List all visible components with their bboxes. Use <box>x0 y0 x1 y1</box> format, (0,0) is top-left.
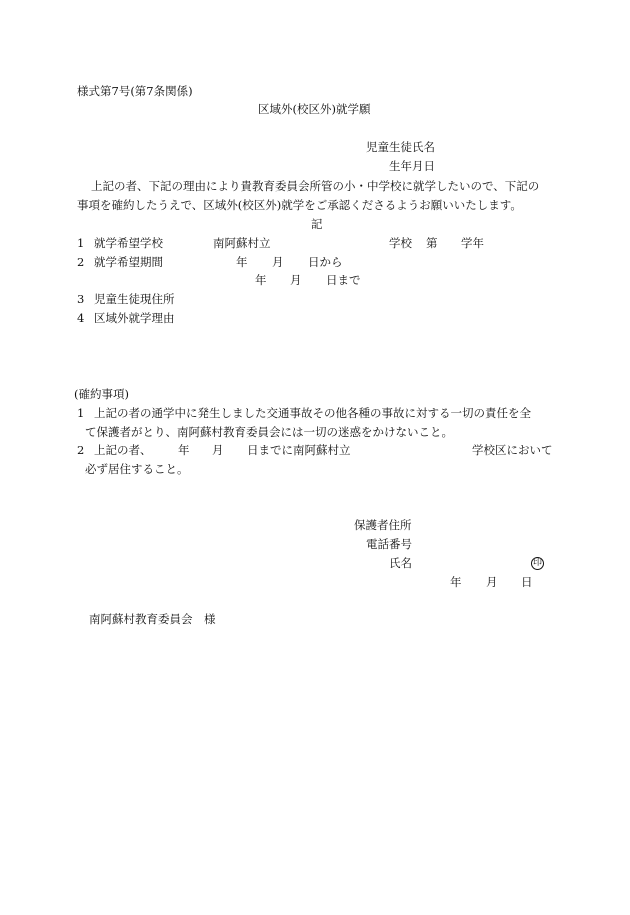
item-2-to-month: 月 <box>290 273 302 287</box>
date-year: 年 <box>450 575 462 589</box>
pledge-1-number: 1 <box>77 406 85 420</box>
birthdate-label: 生年月日 <box>389 159 435 173</box>
pledge-2-text-a: 上記の者、 <box>94 443 152 457</box>
item-2-to-year: 年 <box>255 273 267 287</box>
addressee: 南阿蘇村教育委員会 様 <box>89 612 216 626</box>
guardian-name-label: 氏名 <box>389 556 412 570</box>
item-2-label: 就学希望期間 <box>94 255 163 269</box>
item-1-grade-prefix: 第 <box>426 236 438 250</box>
item-3-number: 3 <box>77 292 85 306</box>
form-number: 様式第7号(第7条関係) <box>77 84 193 98</box>
item-2-from-day: 日から <box>308 255 343 269</box>
guardian-phone-label: 電話番号 <box>366 537 412 551</box>
item-2-to-day: 日まで <box>326 273 361 287</box>
item-1-village: 南阿蘇村立 <box>213 236 271 250</box>
date-month: 月 <box>486 575 498 589</box>
pledge-heading: (確約事項) <box>74 387 129 401</box>
pledge-2-number: 2 <box>77 443 85 457</box>
pledge-1-line-1: 上記の者の通学中に発生しました交通事故その他各種の事故に対する一切の責任を全 <box>94 406 531 420</box>
item-4-label: 区域外就学理由 <box>94 311 175 325</box>
date-day: 日 <box>521 575 533 589</box>
ki-heading: 記 <box>311 217 323 231</box>
pledge-2-text-b: 日までに南阿蘇村立 <box>247 443 351 457</box>
pledge-2-year: 年 <box>178 443 190 457</box>
seal-mark: 印 <box>532 558 542 568</box>
student-name-label: 児童生徒氏名 <box>366 140 435 154</box>
item-1-school: 学校 <box>389 236 412 250</box>
pledge-2-line-2: 必ず居住すること。 <box>85 462 189 476</box>
pledge-2-month: 月 <box>212 443 224 457</box>
item-2-number: 2 <box>77 255 85 269</box>
item-1-grade-suffix: 学年 <box>461 236 484 250</box>
intro-line-1: 上記の者、下記の理由により貴教育委員会所管の小・中学校に就学したいので、下記の <box>91 179 540 193</box>
item-4-number: 4 <box>77 311 85 325</box>
item-1-label: 就学希望学校 <box>94 236 163 250</box>
intro-line-2: 事項を確約したうえで、区域外(校区外)就学をご承認くださるようお願いいたします。 <box>77 198 522 212</box>
guardian-address-label: 保護者住所 <box>354 518 412 532</box>
pledge-1-line-2: て保護者がとり、南阿蘇村教育委員会には一切の迷惑をかけないこと。 <box>85 425 453 439</box>
document-title: 区域外(校区外)就学願 <box>258 102 371 116</box>
item-3-label: 児童生徒現住所 <box>94 292 175 306</box>
item-2-from-year: 年 <box>236 255 248 269</box>
item-1-number: 1 <box>77 236 85 250</box>
item-2-from-month: 月 <box>272 255 284 269</box>
pledge-2-text-c: 学校区において <box>472 443 553 457</box>
